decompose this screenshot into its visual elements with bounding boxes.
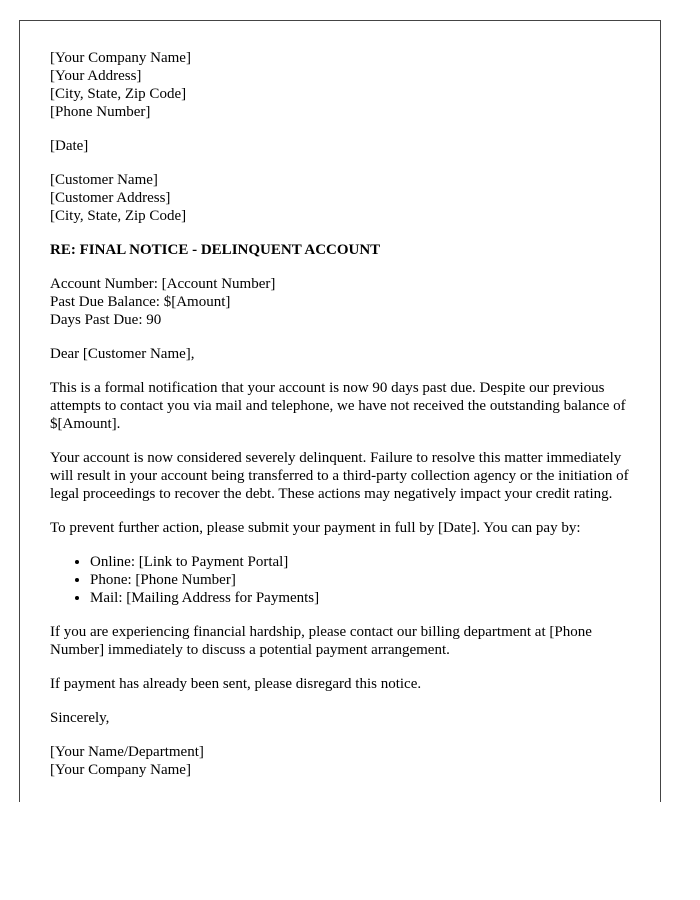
recipient-address: [Customer Address] bbox=[50, 190, 171, 206]
letter-document bbox=[19, 20, 661, 802]
payment-method-mail: • Mail: [Mailing Address for Payments] bbox=[90, 589, 630, 607]
sender-address: [Your Address] bbox=[50, 68, 142, 84]
date-block bbox=[50, 137, 630, 155]
paragraph-notification: This is a formal notification that your account is now 90 days past due. Despite our previous attempts to contact you via mail and telephone, we have not received the outstanding balance of $[Amount]. bbox=[50, 380, 626, 432]
salutation: Dear [Customer Name], bbox=[50, 346, 195, 362]
recipient-name: [Customer Name] bbox=[50, 172, 158, 188]
signature-company: [Your Company Name] bbox=[50, 762, 191, 778]
paragraph-payment-instructions: To prevent further action, please submit your payment in full by [Date]. You can pay by: bbox=[50, 520, 581, 536]
paragraph-disregard: If payment has already been sent, please disregard this notice. bbox=[50, 676, 422, 692]
signature-block bbox=[50, 743, 630, 779]
payment-method-online: • Online: [Link to Payment Portal] bbox=[90, 553, 630, 571]
paragraph-consequences: Your account is now considered severely delinquent. Failure to resolve this matter immediately will result in your account being transferred to a third-party collection agency or the initiation of legal proceedings to recover the debt. These actions may negatively impact your credit rating. bbox=[50, 450, 629, 502]
account-details-block bbox=[50, 275, 630, 329]
sender-address-block bbox=[50, 49, 630, 121]
sender-city-state-zip: [City, State, Zip Code] bbox=[50, 86, 187, 102]
account-number: Account Number: [Account Number] bbox=[50, 276, 276, 292]
recipient-city-state-zip: [City, State, Zip Code] bbox=[50, 208, 187, 224]
letter-date: [Date] bbox=[50, 138, 89, 154]
sender-company: [Your Company Name] bbox=[50, 50, 191, 66]
subject-line: RE: FINAL NOTICE - DELINQUENT ACCOUNT bbox=[50, 242, 381, 258]
payment-method-phone: • Phone: [Phone Number] bbox=[90, 571, 630, 589]
sender-phone: [Phone Number] bbox=[50, 104, 151, 120]
paragraph-hardship: If you are experiencing financial hardship, please contact our billing department at [Phone Number] immediately to discuss a potential payment arrangement. bbox=[50, 624, 592, 658]
signature-name: [Your Name/Department] bbox=[50, 744, 204, 760]
days-past-due: Days Past Due: 90 bbox=[50, 312, 162, 328]
closing: Sincerely, bbox=[50, 710, 110, 726]
recipient-address-block bbox=[50, 171, 630, 225]
payment-methods-list bbox=[50, 553, 630, 607]
past-due-balance: Past Due Balance: $[Amount] bbox=[50, 294, 231, 310]
